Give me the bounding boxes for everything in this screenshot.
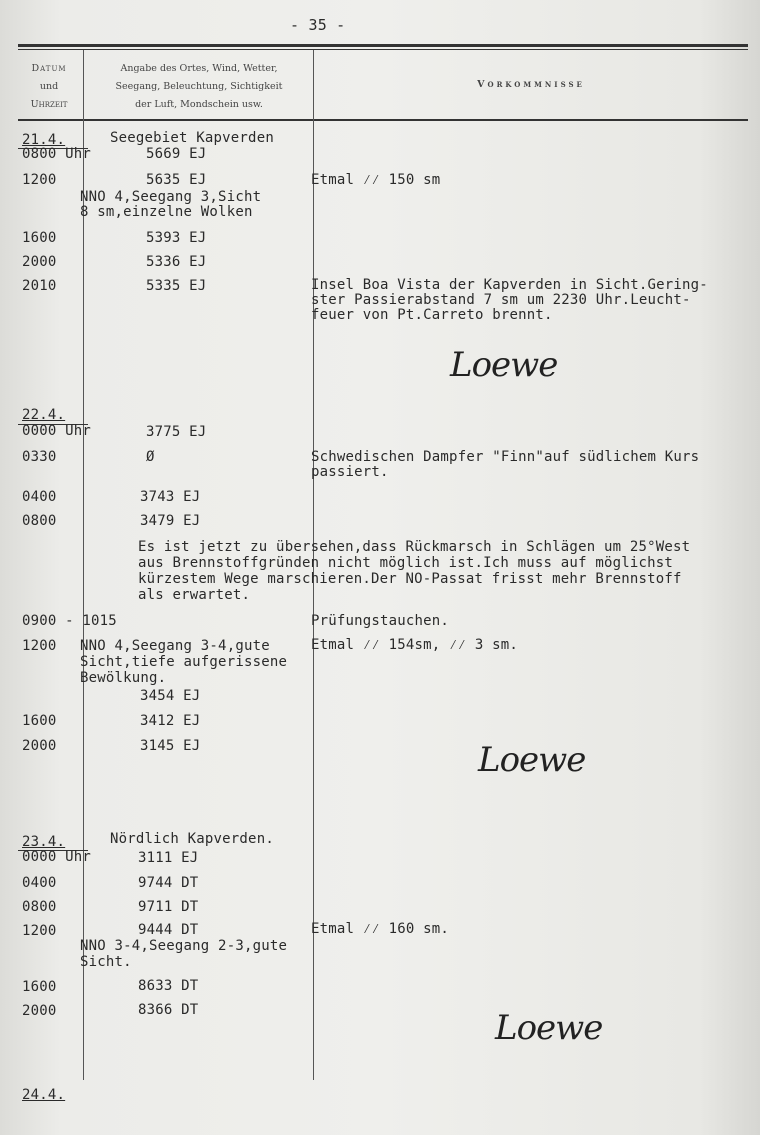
day1-event-1200: Etmal ⁄⁄ 150 sm <box>311 172 441 188</box>
page-number: - 35 - <box>290 16 346 34</box>
day3-pos-2000: 8366 DT <box>138 1002 199 1018</box>
day2-pos-0000: 3775 EJ <box>146 424 207 440</box>
day3-event-1200: Etmal ⁄⁄ 160 sm. <box>311 921 450 937</box>
day1-event-2010-line1: Insel Boa Vista der Kapverden in Sicht.Gering- <box>311 277 708 293</box>
day2-note-line3: kürzestem Wege marschieren.Der NO-Passat frisst mehr Brennstoff <box>138 571 682 587</box>
day1-date: 21.4. <box>22 132 66 148</box>
header-angabe-line2: Seegang, Beleuchtung, Sichtigkeit <box>115 81 283 92</box>
header-top-rule-thin <box>18 49 748 50</box>
day2-pos-0330: Ø <box>146 449 155 465</box>
day1-pos-2010: 5335 EJ <box>146 278 207 294</box>
day2-event-1200: Etmal ⁄⁄ 154sm, ⁄⁄ 3 sm. <box>311 637 518 653</box>
day2-date: 22.4. <box>22 407 66 423</box>
day1-weather-1: NNO 4,Seegang 3,Sicht <box>80 189 262 205</box>
day3-time-0800: 0800 <box>22 899 57 915</box>
day3-weather-2: Sicht. <box>80 954 132 970</box>
day1-pos-2000: 5336 EJ <box>146 254 207 270</box>
day1-weather-2: 8 sm,einzelne Wolken <box>80 204 253 220</box>
header-datum-line1: Datum <box>31 63 67 74</box>
day2-pos-2000: 3145 EJ <box>140 738 201 754</box>
day2-pos-1200: 3454 EJ <box>140 688 201 704</box>
day4-date: 24.4. <box>22 1087 66 1103</box>
day2-note-line1: Es ist jetzt zu übersehen,dass Rückmarsch in Schlägen um 25°West <box>138 539 691 555</box>
header-vorkommnisse: Vorkommnisse <box>477 79 585 90</box>
day3-location: Nördlich Kapverden. <box>110 831 274 847</box>
day3-signature: Loewe <box>495 1008 603 1048</box>
day2-weather-1: NNO 4,Seegang 3-4,gute <box>80 638 270 654</box>
day1-time-1200: 1200 <box>22 172 57 188</box>
day3-time-1200: 1200 <box>22 923 57 939</box>
day2-time-0000: 0000 Uhr <box>22 423 92 439</box>
header-bottom-rule <box>18 119 748 121</box>
day1-event-2010-line2: ster Passierabstand 7 sm um 2230 Uhr.Leucht- <box>311 292 691 308</box>
day2-weather-3: Bewölkung. <box>80 670 167 686</box>
day2-pos-0400: 3743 EJ <box>140 489 201 505</box>
day2-time-2000: 2000 <box>22 738 57 754</box>
day3-time-1600: 1600 <box>22 979 57 995</box>
day3-time-0400: 0400 <box>22 875 57 891</box>
day2-note-line2: aus Brennstoffgründen nicht möglich ist.Ich muss auf möglichst <box>138 555 673 571</box>
day1-signature: Loewe <box>450 345 558 385</box>
day1-time-1600: 1600 <box>22 230 57 246</box>
day3-time-2000: 2000 <box>22 1003 57 1019</box>
day2-event-0330-line1: Schwedischen Dampfer "Finn"auf südlichem Kurs <box>311 449 700 465</box>
header-datum <box>18 60 80 114</box>
day1-time-2010: 2010 <box>22 278 57 294</box>
day3-pos-1600: 8633 DT <box>138 978 199 994</box>
day2-time-1600: 1600 <box>22 713 57 729</box>
day1-location: Seegebiet Kapverden <box>110 130 274 146</box>
day3-date: 23.4. <box>22 834 66 850</box>
header-top-rule <box>18 44 748 47</box>
header-angabe-line3: der Luft, Mondschein usw. <box>135 99 263 110</box>
day1-time-0800: 0800 Uhr <box>22 146 92 162</box>
day3-pos-0800: 9711 DT <box>138 899 199 915</box>
header-datum-line3: Uhrzeit <box>30 99 68 110</box>
day2-event-0330-line2: passiert. <box>311 464 389 480</box>
day3-time-0000: 0000 Uhr <box>22 849 92 865</box>
day2-note-line4: als erwartet. <box>138 587 251 603</box>
header-datum-line2: und <box>39 81 59 92</box>
day2-time-1200: 1200 <box>22 638 57 654</box>
header-angabe-line1: Angabe des Ortes, Wind, Wetter, <box>120 63 278 74</box>
day2-time-0330: 0330 <box>22 449 57 465</box>
day3-weather-1: NNO 3-4,Seegang 2-3,gute <box>80 938 288 954</box>
day2-time-0400: 0400 <box>22 489 57 505</box>
day2-event-0900: Prüfungstauchen. <box>311 613 450 629</box>
day1-pos-1200: 5635 EJ <box>146 172 207 188</box>
day1-pos-0800: 5669 EJ <box>146 146 207 162</box>
day3-pos-0000: 3111 EJ <box>138 850 199 866</box>
day2-weather-2: Sicht,tiefe aufgerissene <box>80 654 288 670</box>
day1-pos-1600: 5393 EJ <box>146 230 207 246</box>
day3-pos-1200: 9444 DT <box>138 922 199 938</box>
day3-pos-0400: 9744 DT <box>138 875 199 891</box>
day2-time-0800: 0800 <box>22 513 57 529</box>
day2-pos-1600: 3412 EJ <box>140 713 201 729</box>
day2-time-0900: 0900 - 1015 <box>22 613 117 629</box>
header-angabe <box>86 60 312 114</box>
day1-time-2000: 2000 <box>22 254 57 270</box>
day2-pos-0800: 3479 EJ <box>140 513 201 529</box>
day2-signature: Loewe <box>478 740 586 780</box>
day1-event-2010-line3: feuer von Pt.Carreto brennt. <box>311 307 553 323</box>
